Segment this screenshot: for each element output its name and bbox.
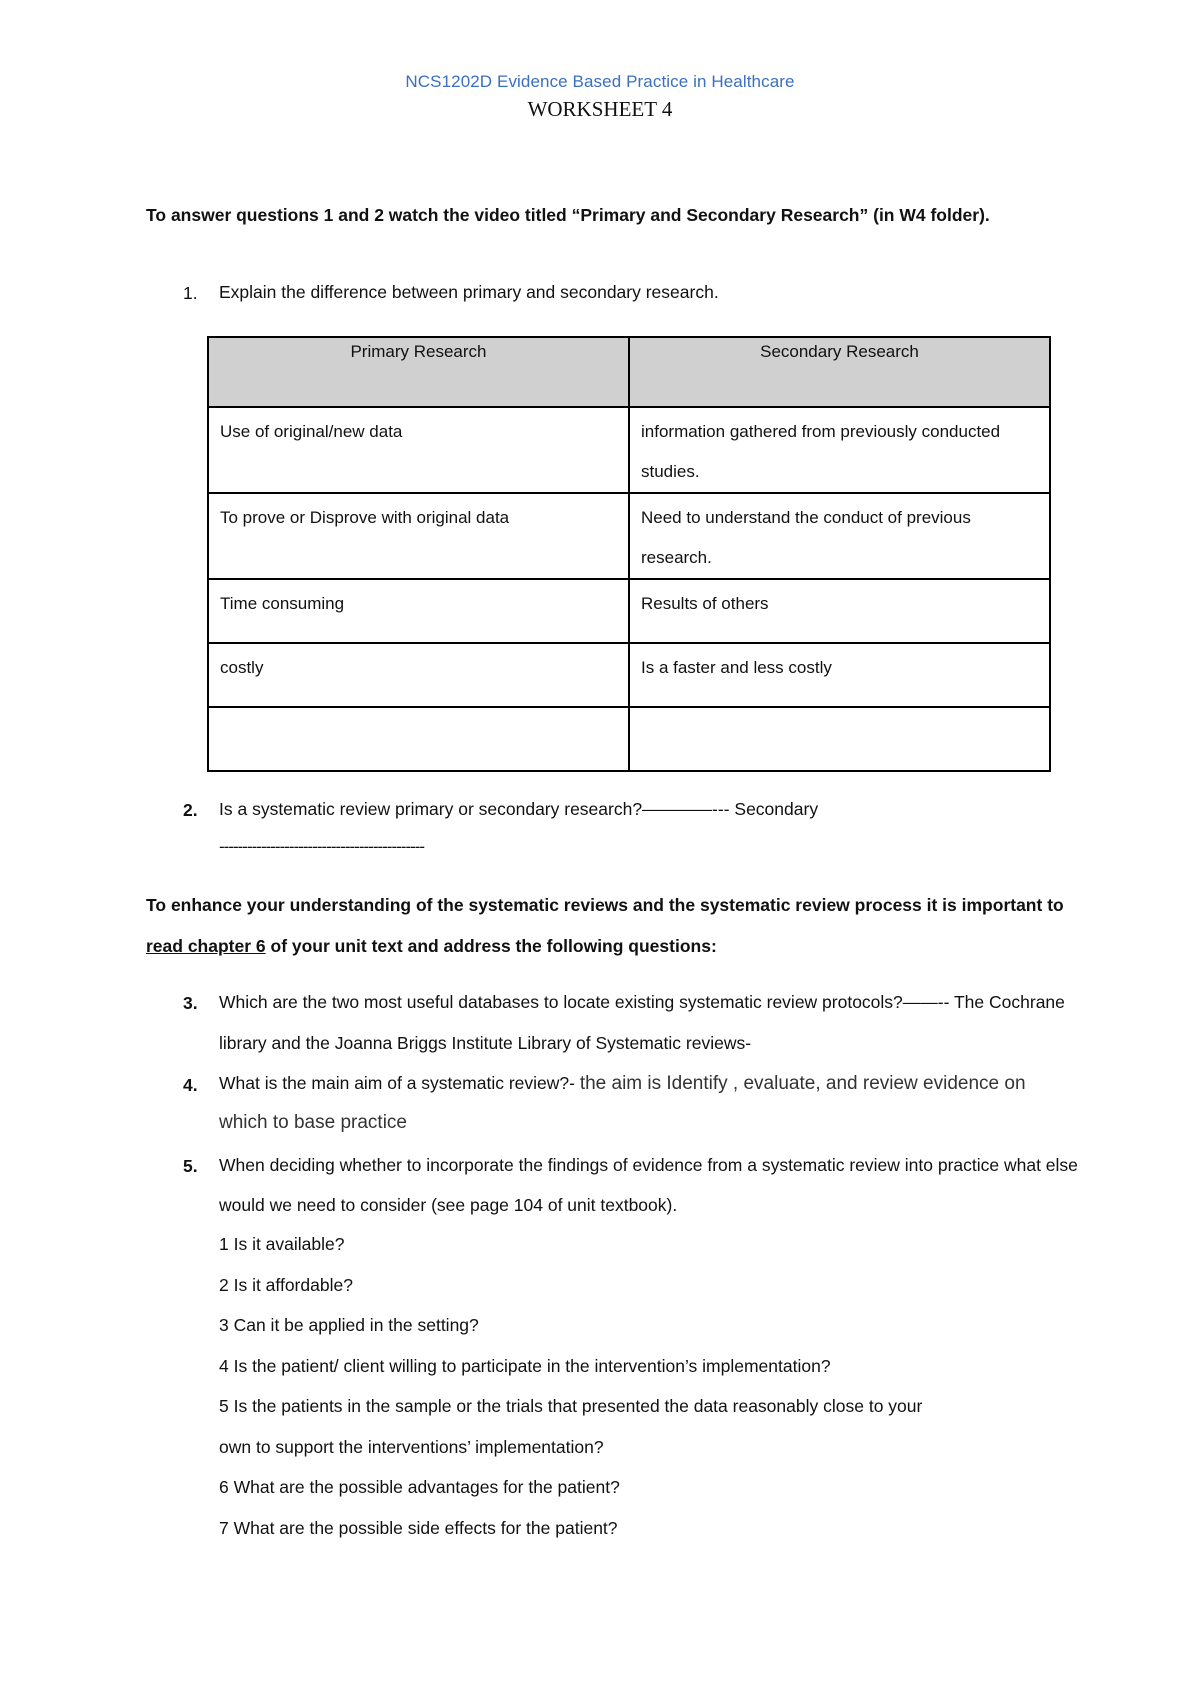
- question-4-text: [219, 1064, 1079, 1142]
- table-header-row: [208, 337, 1050, 407]
- list-item: 2 Is it affordable?: [219, 1274, 353, 1295]
- answer-dashes: --------------------------------------------: [219, 837, 425, 856]
- course-title: NCS1202D Evidence Based Practice in Healthcare: [405, 72, 795, 91]
- table-cell: [208, 707, 629, 771]
- table-row: [208, 493, 1050, 579]
- question-5-text: When deciding whether to incorporate the findings of evidence from a systematic review into practice what else would we need to consider (see page 104 of unit textbook).: [219, 1155, 1078, 1215]
- question-4-answer: the aim is Identify , evaluate, and review evidence on which to base practice: [219, 1073, 1026, 1133]
- question-2-number: 2.: [183, 800, 198, 820]
- question-4-question: What is the main aim of a systematic review?-: [219, 1073, 580, 1093]
- question-1-number: 1.: [183, 283, 198, 303]
- table-cell: [629, 707, 1050, 771]
- list-item: 3 Can it be applied in the setting?: [219, 1315, 479, 1335]
- worksheet-title: WORKSHEET 4: [527, 97, 673, 121]
- list-item: 1 Is it available?: [219, 1234, 345, 1254]
- question-4-number: 4.: [183, 1075, 198, 1095]
- instructions-part-2: of your unit text and address the following questions:: [265, 936, 717, 956]
- table-cell: Is a faster and less costly: [629, 643, 1050, 707]
- list-item: own to support the interventions’ implementation?: [219, 1436, 604, 1457]
- list-item: 7 What are the possible side effects for the patient?: [219, 1517, 618, 1538]
- instructions-part-1: To enhance your understanding of the systematic reviews and the systematic review process it is important to: [146, 895, 1064, 915]
- table-cell: costly: [208, 643, 629, 707]
- question-5-number: 5.: [183, 1156, 198, 1176]
- header-secondary-research: Secondary Research: [629, 337, 1050, 407]
- table-cell: Need to understand the conduct of previous research.: [629, 493, 1050, 579]
- question-2-text: Is a systematic review primary or secondary research?————--- Secondary: [219, 799, 819, 819]
- list-item: 6 What are the possible advantages for the patient?: [219, 1477, 620, 1497]
- table-cell: To prove or Disprove with original data: [208, 493, 629, 579]
- read-chapter-underlined: read chapter 6: [146, 936, 266, 956]
- question-1-text: Explain the difference between primary and secondary research.: [219, 282, 719, 302]
- considerations-list: [219, 1224, 1079, 1548]
- table-row: [208, 407, 1050, 493]
- table-row: [208, 579, 1050, 643]
- intro-instructions: To answer questions 1 and 2 watch the video titled “Primary and Secondary Research” (in W4 folder).: [146, 205, 990, 225]
- header-primary-research: Primary Research: [208, 337, 629, 407]
- list-item: 5 Is the patients in the sample or the trials that presented the data reasonably close to your: [219, 1396, 923, 1416]
- table-row: [208, 643, 1050, 707]
- table-cell: Time consuming: [208, 579, 629, 643]
- question-3-text: Which are the two most useful databases to locate existing systematic review protocols?——-- The Cochrane library and the Joanna Briggs Institute Library of Systematic reviews-: [219, 992, 1065, 1053]
- table-cell: Results of others: [629, 579, 1050, 643]
- list-item: 4 Is the patient/ client willing to participate in the intervention’s implementation?: [219, 1355, 831, 1376]
- chapter-instructions: [146, 885, 1076, 967]
- question-3-number: 3.: [183, 993, 198, 1013]
- research-comparison-table: [207, 336, 1051, 772]
- table-cell: information gathered from previously conducted studies.: [629, 407, 1050, 493]
- table-row: [208, 707, 1050, 771]
- table-cell: Use of original/new data: [208, 407, 629, 493]
